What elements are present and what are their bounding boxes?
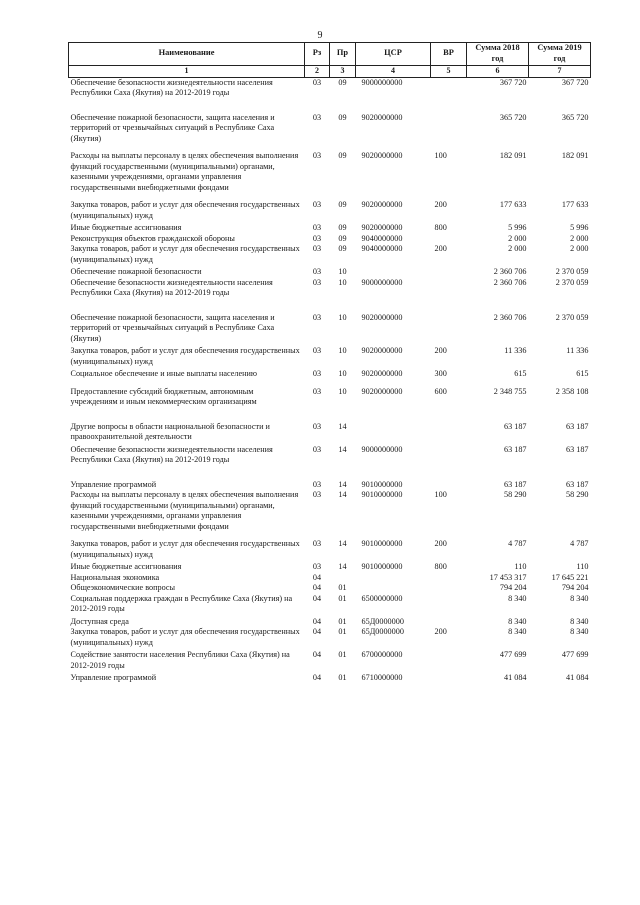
row-pr: 09 xyxy=(338,223,347,232)
row-rz: 03 xyxy=(312,112,322,122)
row-sum-2019: 2 000 xyxy=(570,233,589,243)
row-csr: 9010000000 xyxy=(361,479,403,489)
row-sum-2018: 2 360 706 xyxy=(493,312,527,322)
table-row xyxy=(69,223,591,234)
row-vr xyxy=(431,278,467,313)
row-rz: 04 xyxy=(312,650,322,659)
row-sum-2018: 63 187 xyxy=(503,444,527,454)
row-pr: 09 xyxy=(338,244,347,253)
row-sum-2019: 58 290 xyxy=(565,490,589,499)
row-name: Иные бюджетные ассигнования xyxy=(70,223,182,232)
row-csr xyxy=(356,573,431,584)
row-name: Обеспечение безопасности жизнедеятельности населения Республики Саха (Якутия) на 2012-2019 годы xyxy=(70,444,273,464)
row-sum-2019: 63 187 xyxy=(565,421,589,431)
row-csr: 9000000000 xyxy=(361,277,403,287)
table-row xyxy=(69,627,591,650)
row-pr: 09 xyxy=(338,200,347,209)
row-sum-2019: 17 645 221 xyxy=(551,572,589,582)
row-sum-2019: 477 699 xyxy=(561,650,589,659)
row-vr: 300 xyxy=(434,369,447,378)
row-sum-2019: 367 720 xyxy=(561,77,589,87)
row-csr: 65Д0000000 xyxy=(361,616,404,626)
row-pr: 14 xyxy=(338,479,347,489)
row-csr: 9010000000 xyxy=(361,539,403,548)
row-rz: 04 xyxy=(312,572,322,582)
row-csr: 9020000000 xyxy=(361,151,403,160)
row-rz: 03 xyxy=(312,369,322,378)
row-sum-2019: 2 358 108 xyxy=(555,386,589,396)
row-vr: 200 xyxy=(434,346,447,355)
row-sum-2018: 2 000 xyxy=(508,233,527,243)
row-rz: 03 xyxy=(312,346,322,355)
table-row xyxy=(69,422,591,445)
row-sum-2018: 2 360 706 xyxy=(493,267,527,276)
row-name: Расходы на выплаты персоналу в целях обеспечения выполнения функций государственными (муниципальными) органами, казенными учреждениями, органами управления государственными внебюджетными фондами xyxy=(70,151,299,192)
table-row xyxy=(69,490,591,539)
row-sum-2019: 8 340 xyxy=(570,627,589,636)
row-sum-2018: 11 336 xyxy=(504,346,527,355)
row-pr: 01 xyxy=(338,593,347,603)
row-name: Закупка товаров, работ и услуг для обеспечения государственных (муниципальных) нужд xyxy=(70,244,300,264)
row-pr: 01 xyxy=(338,616,347,626)
table-row xyxy=(69,539,591,562)
column-number: 1 xyxy=(69,65,305,77)
row-sum-2019: 182 091 xyxy=(561,151,589,160)
row-sum-2018: 110 xyxy=(514,562,527,571)
row-csr: 6710000000 xyxy=(361,673,403,682)
row-sum-2019: 63 187 xyxy=(565,444,589,454)
row-vr: 600 xyxy=(434,386,447,396)
row-vr xyxy=(431,480,467,491)
row-csr: 9010000000 xyxy=(361,490,403,499)
row-sum-2018: 63 187 xyxy=(503,421,527,431)
row-sum-2018: 17 453 317 xyxy=(489,572,527,582)
row-name: Доступная среда xyxy=(70,616,129,626)
table-row xyxy=(69,369,591,387)
row-vr: 100 xyxy=(434,151,447,160)
row-pr: 01 xyxy=(338,650,347,659)
row-csr: 9020000000 xyxy=(361,312,403,322)
table-row xyxy=(69,346,591,369)
row-vr xyxy=(431,617,467,628)
row-vr xyxy=(431,573,467,584)
row-name: Закупка товаров, работ и услуг для обеспечения государственных (муниципальных) нужд xyxy=(70,539,300,559)
row-vr: 800 xyxy=(434,223,447,232)
row-pr xyxy=(330,573,356,584)
row-sum-2018: 2 348 755 xyxy=(493,386,527,396)
row-sum-2018: 5 996 xyxy=(508,223,527,232)
row-rz: 03 xyxy=(312,244,322,253)
row-rz: 03 xyxy=(312,444,322,454)
row-name: Социальная поддержка граждан в Республике Саха (Якутия) на 2012-2019 годы xyxy=(70,593,293,613)
row-vr xyxy=(431,445,467,480)
row-sum-2018: 615 xyxy=(514,369,527,378)
header-name: Наименование xyxy=(69,43,305,66)
row-vr xyxy=(431,77,467,113)
row-rz: 03 xyxy=(312,151,322,160)
row-sum-2019: 8 340 xyxy=(570,616,589,626)
row-sum-2019: 365 720 xyxy=(561,112,589,122)
row-name: Общеэкономические вопросы xyxy=(70,583,176,592)
row-name: Закупка товаров, работ и услуг для обеспечения государственных (муниципальных) нужд xyxy=(70,200,300,220)
table-row xyxy=(69,200,591,223)
row-name: Управление программой xyxy=(70,479,157,489)
row-sum-2018: 177 633 xyxy=(499,200,527,209)
row-pr: 14 xyxy=(338,421,347,431)
row-sum-2018: 8 340 xyxy=(508,593,527,603)
row-name: Содействие занятости населения Республики Саха (Якутия) на 2012-2019 годы xyxy=(70,650,290,670)
table-row xyxy=(69,480,591,491)
table-row xyxy=(69,617,591,628)
row-rz: 04 xyxy=(312,616,322,626)
row-rz: 03 xyxy=(312,312,322,322)
table-row xyxy=(69,562,591,573)
row-name: Обеспечение пожарной безопасности xyxy=(70,267,202,276)
row-rz: 04 xyxy=(312,583,322,592)
row-csr: 9020000000 xyxy=(361,346,403,355)
budget-table xyxy=(68,42,591,684)
row-name: Обеспечение безопасности жизнедеятельности населения Республики Саха (Якутия) на 2012-2019 годы xyxy=(70,277,273,297)
row-pr: 09 xyxy=(338,77,347,87)
row-pr: 10 xyxy=(338,369,347,378)
row-csr: 9020000000 xyxy=(361,223,403,232)
row-name: Закупка товаров, работ и услуг для обеспечения государственных (муниципальных) нужд xyxy=(70,346,300,366)
row-sum-2018: 2 000 xyxy=(508,244,527,253)
row-name: Обеспечение пожарной безопасности, защита населения и территорий от чрезвычайных ситуаций в Республике Саха (Якутия) xyxy=(70,312,275,343)
table-row xyxy=(69,77,591,113)
header-sum-2019: Сумма 2019 год xyxy=(529,43,591,66)
row-csr xyxy=(356,583,431,594)
row-vr xyxy=(431,650,467,673)
row-rz: 03 xyxy=(312,479,322,489)
row-vr xyxy=(431,113,467,152)
row-sum-2019: 177 633 xyxy=(561,200,589,209)
table-row xyxy=(69,583,591,594)
row-rz: 03 xyxy=(312,539,322,548)
column-number-row xyxy=(69,65,591,77)
row-csr: 9020000000 xyxy=(361,112,403,122)
row-rz: 03 xyxy=(312,267,322,276)
row-sum-2019: 2 000 xyxy=(570,244,589,253)
row-sum-2019: 5 996 xyxy=(570,223,589,232)
column-number: 3 xyxy=(330,65,356,77)
row-name: Предоставление субсидий бюджетным, автономным учреждениям и иным некоммерческим организациям xyxy=(70,386,257,406)
table-row xyxy=(69,387,591,422)
row-sum-2018: 182 091 xyxy=(499,151,527,160)
header-vr: ВР xyxy=(431,43,467,66)
column-number: 2 xyxy=(305,65,330,77)
row-name: Закупка товаров, работ и услуг для обеспечения государственных (муниципальных) нужд xyxy=(70,627,300,647)
table-row xyxy=(69,445,591,480)
row-rz: 03 xyxy=(312,386,322,396)
row-sum-2018: 4 787 xyxy=(508,539,527,548)
row-rz: 04 xyxy=(312,593,322,603)
table-row xyxy=(69,573,591,584)
row-pr: 01 xyxy=(338,583,347,592)
row-sum-2019: 63 187 xyxy=(565,479,589,489)
row-csr: 9020000000 xyxy=(361,200,403,209)
row-sum-2018: 41 084 xyxy=(503,673,527,682)
row-vr xyxy=(431,234,467,245)
row-pr: 10 xyxy=(338,277,347,287)
row-pr: 14 xyxy=(338,490,347,499)
column-number: 5 xyxy=(431,65,467,77)
row-rz: 03 xyxy=(312,223,322,232)
row-sum-2019: 110 xyxy=(576,562,589,571)
row-rz: 03 xyxy=(312,233,322,243)
row-pr: 09 xyxy=(338,151,347,160)
table-row xyxy=(69,650,591,673)
table-row xyxy=(69,151,591,200)
row-sum-2018: 367 720 xyxy=(499,77,527,87)
row-sum-2018: 58 290 xyxy=(503,490,527,499)
table-row xyxy=(69,244,591,267)
table-row xyxy=(69,673,591,684)
row-name: Реконструкция объектов гражданской обороны xyxy=(70,233,235,243)
header-csr: ЦСР xyxy=(356,43,431,66)
row-pr: 09 xyxy=(338,233,347,243)
row-vr xyxy=(431,594,467,617)
row-pr: 14 xyxy=(338,444,347,454)
row-rz: 03 xyxy=(312,200,322,209)
header-rz: Рз xyxy=(305,43,330,66)
row-sum-2019: 8 340 xyxy=(570,593,589,603)
row-vr xyxy=(431,267,467,278)
table-row xyxy=(69,267,591,278)
column-number: 4 xyxy=(356,65,431,77)
row-csr: 9000000000 xyxy=(361,77,403,87)
row-csr: 9010000000 xyxy=(361,562,403,571)
row-vr: 200 xyxy=(434,200,447,209)
row-vr: 200 xyxy=(434,539,447,548)
row-pr: 10 xyxy=(338,386,347,396)
column-number: 6 xyxy=(467,65,529,77)
row-name: Иные бюджетные ассигнования xyxy=(70,562,182,571)
row-rz: 03 xyxy=(312,277,322,287)
page-number: 9 xyxy=(317,30,323,41)
row-pr: 01 xyxy=(338,627,347,636)
row-rz: 03 xyxy=(312,77,322,87)
row-pr: 10 xyxy=(338,312,347,322)
row-rz: 03 xyxy=(312,562,322,571)
row-csr: 6500000000 xyxy=(361,593,403,603)
row-vr: 200 xyxy=(434,244,447,253)
row-sum-2018: 8 340 xyxy=(508,627,527,636)
row-sum-2019: 2 370 059 xyxy=(555,312,589,322)
row-pr: 10 xyxy=(338,267,347,276)
table-row xyxy=(69,234,591,245)
table-row xyxy=(69,594,591,617)
row-vr xyxy=(431,673,467,684)
row-csr xyxy=(356,267,431,278)
row-vr xyxy=(431,583,467,594)
row-sum-2019: 11 336 xyxy=(566,346,589,355)
row-sum-2019: 41 084 xyxy=(565,673,589,682)
row-csr: 9000000000 xyxy=(361,444,403,454)
row-name: Национальная экономика xyxy=(70,572,160,582)
row-name: Социальное обеспечение и иные выплаты населению xyxy=(70,369,257,378)
row-csr xyxy=(356,422,431,445)
row-sum-2019: 2 370 059 xyxy=(555,267,589,276)
row-sum-2019: 794 204 xyxy=(561,583,589,592)
row-vr xyxy=(431,422,467,445)
row-pr: 14 xyxy=(338,562,347,571)
row-rz: 04 xyxy=(312,673,322,682)
row-rz: 03 xyxy=(312,421,322,431)
row-csr: 9020000000 xyxy=(361,369,403,378)
row-csr: 6700000000 xyxy=(361,650,403,659)
row-pr: 09 xyxy=(338,112,347,122)
column-number: 7 xyxy=(529,65,591,77)
row-name: Обеспечение безопасности жизнедеятельности населения Республики Саха (Якутия) на 2012-2019 годы xyxy=(70,77,273,97)
row-vr: 100 xyxy=(434,490,447,499)
row-name: Управление программой xyxy=(70,673,157,682)
table-row xyxy=(69,278,591,313)
row-pr: 01 xyxy=(338,673,347,682)
row-csr: 65Д0000000 xyxy=(361,627,404,636)
row-sum-2018: 365 720 xyxy=(499,112,527,122)
row-name: Другие вопросы в области национальной безопасности и правоохранительной деятельности xyxy=(70,421,270,441)
row-sum-2018: 794 204 xyxy=(499,583,527,592)
row-vr xyxy=(431,313,467,347)
row-rz: 04 xyxy=(312,627,322,636)
table-row xyxy=(69,113,591,152)
row-sum-2019: 615 xyxy=(576,369,589,378)
row-name: Обеспечение пожарной безопасности, защита населения и территорий от чрезвычайных ситуаций в Республике Саха (Якутия) xyxy=(70,112,275,143)
row-sum-2018: 8 340 xyxy=(508,616,527,626)
row-pr: 14 xyxy=(338,539,347,548)
table-body xyxy=(69,77,591,684)
row-sum-2018: 477 699 xyxy=(499,650,527,659)
row-pr: 10 xyxy=(338,346,347,355)
row-vr: 800 xyxy=(434,562,447,571)
row-sum-2018: 2 360 706 xyxy=(493,277,527,287)
header-row xyxy=(69,43,591,66)
row-csr: 9040000000 xyxy=(361,244,403,253)
row-rz: 03 xyxy=(312,490,322,499)
row-sum-2019: 2 370 059 xyxy=(555,277,589,287)
row-csr: 9020000000 xyxy=(361,386,403,396)
row-sum-2019: 4 787 xyxy=(570,539,589,548)
row-name: Расходы на выплаты персоналу в целях обеспечения выполнения функций государственными (муниципальными) органами, казенными учреждениями, органами управления государственными внебюджетными фондами xyxy=(70,490,299,531)
table-row xyxy=(69,313,591,347)
header-sum-2018: Сумма 2018 год xyxy=(467,43,529,66)
row-vr: 200 xyxy=(434,627,447,636)
header-pr: Пр xyxy=(330,43,356,66)
row-sum-2018: 63 187 xyxy=(503,479,527,489)
row-csr: 9040000000 xyxy=(361,233,403,243)
